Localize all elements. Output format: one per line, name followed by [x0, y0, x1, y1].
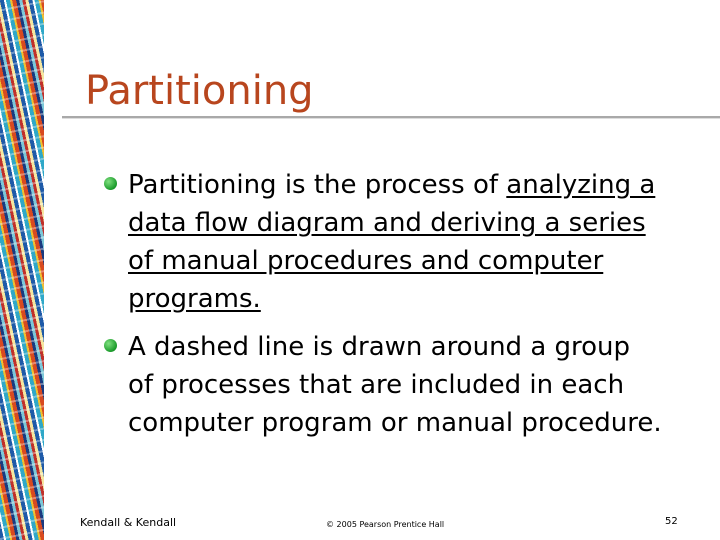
bullet-1-line-1 [128, 166, 708, 204]
decorative-stripe [0, 0, 44, 540]
underlined-text-run: data flow diagram and deriving a series [128, 208, 646, 238]
text-run: Partitioning is the process of [128, 170, 507, 200]
footer-author: Kendall & Kendall [80, 516, 177, 529]
bullet-1-line-4 [128, 280, 708, 318]
text-run: of processes that are included in each [128, 370, 625, 400]
bullet-2-line-1 [128, 328, 708, 366]
bullet-2 [128, 328, 708, 442]
bullet-dot-icon [104, 339, 117, 352]
bullet-2-line-2 [128, 366, 708, 404]
page-number: 52 [665, 516, 678, 527]
bullet-dot-icon [104, 177, 117, 190]
underlined-text-run: analyzing a [506, 170, 656, 200]
bullet-1 [128, 166, 708, 318]
bullet-1-line-2 [128, 204, 708, 242]
slide-title: Partitioning [85, 68, 314, 114]
title-divider [62, 116, 720, 118]
underlined-text-run: programs. [128, 284, 261, 314]
text-run: computer program or manual procedure. [128, 408, 662, 438]
bullet-2-line-3 [128, 404, 708, 442]
text-run: A dashed line is drawn around a group [128, 332, 631, 362]
underlined-text-run: of manual procedures and computer [128, 246, 604, 276]
bullet-1-line-3 [128, 242, 708, 280]
footer-copyright: © 2005 Pearson Prentice Hall [326, 520, 445, 529]
